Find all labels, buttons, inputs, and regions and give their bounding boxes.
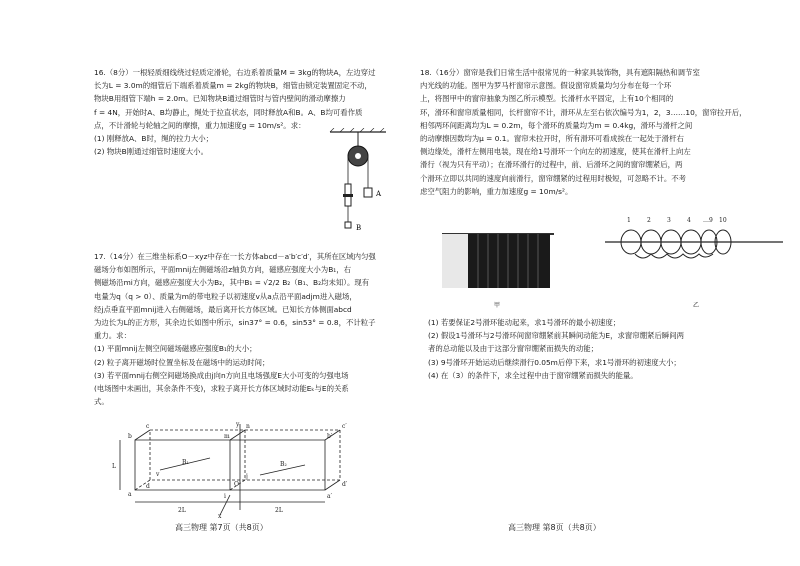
q16-line: 点，不计滑轮与轮轴之间的摩擦，重力加速度g = 10m/s²。求：: [94, 120, 306, 130]
label-c: c: [146, 423, 150, 430]
q17-line: 经j点垂直平面mnij进入右侧磁场，最后离开长方体区域。已知长方体侧面abcd: [94, 304, 352, 314]
label-d: d: [146, 483, 150, 490]
dim-2L-right: 2L: [275, 507, 283, 514]
origin-label: O: [234, 481, 239, 488]
label-B1: B₁: [182, 459, 189, 466]
q17-line: 磁场分布如图所示，平面mnij左侧磁场沿z轴负方向，磁感应强度大小为B₁，右: [94, 265, 352, 275]
page-footer-8: 高三物理 第8页（共8页）: [508, 523, 601, 532]
label-v: v: [156, 471, 160, 478]
q16-line: (2) 物块B刚通过细管时速度大小。: [94, 147, 208, 157]
q18-line: 环，滑环和窗帘质量相同，长杆窗帘不计，滑环从左至右依次编号为1，2，3……10，窗帘拉开后，: [420, 107, 747, 117]
q18-line: 相邻两环间距离均为L = 0.2m，每个滑环的质量均为m = 0.4kg，滑环与滑杆之间: [420, 120, 693, 130]
ring-label-10: 10: [719, 217, 727, 224]
ring-label-1: 1: [627, 217, 631, 224]
question-18-subquestions: [428, 316, 788, 382]
caption-jia: 甲: [494, 302, 501, 309]
q17-line: 为边长为L的正方形，其余边长如图中所示，sin37° = 0.6，sin53° = 0.8，不计粒子: [94, 318, 376, 328]
caption-yi: 乙: [693, 302, 700, 309]
label-i: i: [224, 493, 226, 500]
q17-line: 重力。求：: [94, 331, 131, 341]
q18-sub-line: (2) 假设1号滑环与2号滑环间窗帘绷紧前其瞬间动能为E，求窗帘绷紧后瞬间两: [428, 331, 685, 341]
label-B: B: [356, 224, 362, 232]
q18-sub-line: (4) 在（3）的条件下，求全过程中由于窗帘绷紧而损失的能量。: [428, 370, 638, 380]
label-a: a: [128, 491, 132, 498]
q17-line: (1) 平面mnij左侧空间磁场磁感应强度B₁的大小；: [94, 344, 257, 354]
dim-L-side: L: [112, 463, 116, 470]
axis-y-label: y: [236, 421, 240, 428]
q17-line: (2) 粒子离开磁场时位置坐标及在磁场中的运动时间；: [94, 357, 270, 367]
q16-line: (1) 刚释放A、B时，绳的拉力大小；: [94, 134, 214, 144]
q18-sub-line: (1) 若要保证2号滑环能动起来，求1号滑环的最小初速度；: [428, 318, 621, 327]
q18-line: 滑行（视为只有平动）；在滑环滑行的过程中，前、后滑环之间的窗帘绷紧后，两: [420, 160, 683, 170]
ring-label-2: 2: [647, 217, 651, 224]
q18-line: 侧边缘处，滑杆左侧用电装，现在给1号滑环一个向左的初速度，使其在滑杆上向左: [420, 147, 691, 157]
label-j: j: [246, 473, 248, 480]
q18-line: 的动摩擦因数均为μ = 0.1。窗帘未拉开时，所有滑环可看成挨在一起处于滑杆右: [420, 134, 684, 144]
label-m: m: [224, 433, 230, 440]
q18-line: 上，将图甲中的窗帘抽象为图乙所示模型。长滑杆水平固定，上有10个相同的: [420, 94, 674, 104]
label-b-prime: b′: [327, 433, 333, 440]
label-B2: B₂: [280, 461, 287, 468]
q16-line: 长为L = 3.0m的细管后下端系着质量m = 2kg的物块B，细管由锁定装置固定不动，: [94, 81, 372, 91]
q16-line: 16.（8分）一根轻质细线绕过轻质定滑轮，右边系着质量M = 3kg的物块A，左边穿过: [94, 68, 376, 77]
q17-line: 侧磁场沿mi方向，磁感应强度大小为B₂，其中B₁ = √2/2 B₂（B₁、B₂均未知）。现有: [94, 278, 370, 288]
curtain-photo-figure: [438, 226, 558, 296]
axis-x-label: x: [218, 513, 222, 520]
pulley-figure: [318, 128, 398, 238]
rings-model-figure: [605, 208, 785, 278]
right-page: [400, 0, 800, 566]
q17-line: (3) 若平面mnij右侧空间磁场换成由j向n方向且电场强度E大小可变的匀强电场: [94, 370, 349, 380]
q16-line: f = 4N，开始时A、B均静止，绳处于拉直状态，同时释放A和B。A、B均可看作质: [94, 107, 363, 117]
q17-line: 17.（14分）在三维坐标系O－xyz中存在一长方体abcd－a′b′c′d′，其所在区域内匀强: [94, 252, 376, 261]
magnetic-field-box-figure: [100, 420, 370, 520]
page-footer-7: 高三物理 第7页（共8页）: [175, 523, 268, 532]
q18-sub-line: (3) 9号滑环开始运动后继续滑行0.05m后停下来，求1号滑环的初速度大小；: [428, 357, 681, 367]
label-a-prime: a′: [327, 493, 332, 500]
q17-line: 电量为q（q > 0）、质量为m的带电粒子以初速度v从a点沿平面adjm进入磁场，: [94, 291, 357, 301]
label-b: b: [128, 433, 132, 440]
q18-line: 内光线的功能。图甲为罗马杆窗帘示意图。假设窗帘质量均匀分布在每一个环: [420, 81, 672, 91]
q18-line: 个滑环立即以共同的速度向前滑行，窗帘绷紧的过程用时极短，可忽略不计。不考: [420, 173, 687, 183]
ring-label-9: …9: [703, 217, 713, 224]
label-d-prime: d′: [342, 481, 348, 488]
q17-line: (电场图中未画出，其余条件不变)，求粒子离开长方体区域时动能Eₖ与E的关系: [94, 384, 349, 394]
label-c-prime: c′: [342, 423, 347, 430]
q18-line: 虑空气阻力的影响，重力加速度g = 10m/s²。: [420, 186, 573, 196]
dim-2L-left: 2L: [178, 507, 186, 514]
q16-line: 物块B用细管下端h = 2.0m。已知物块B通过细管时与管内壁间的滑动摩擦力: [94, 94, 346, 104]
ring-label-3: 3: [667, 217, 671, 224]
ring-label-4: 4: [687, 217, 691, 224]
label-A: A: [376, 190, 382, 198]
q18-sub-line: 者的总动能以及由于这部分窗帘绷紧而损失的动能；: [428, 344, 598, 354]
q17-line: 式。: [94, 397, 109, 407]
label-n: n: [246, 423, 250, 430]
question-17: [94, 250, 394, 408]
question-18: [420, 66, 780, 198]
q18-line: 18.（16分）窗帘是我们日常生活中很常见的一种家具装饰物，具有遮阳隔热和调节室: [420, 68, 700, 77]
